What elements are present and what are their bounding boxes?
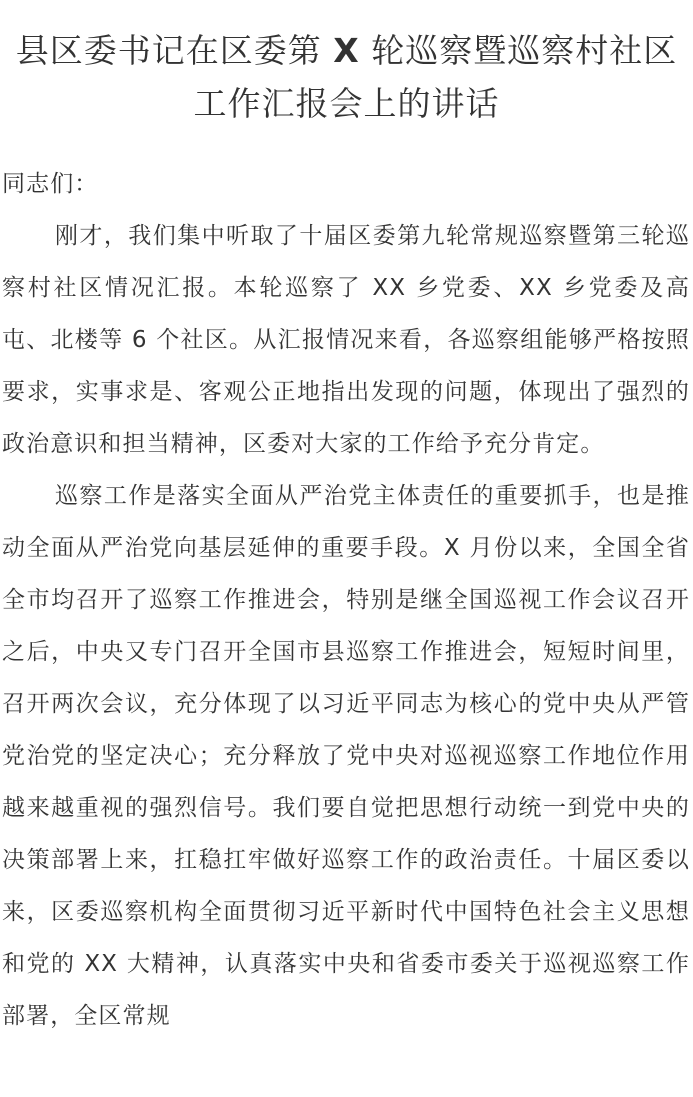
paragraph-2: 巡察工作是落实全面从严治党主体责任的重要抓手，也是推动全面从严治党向基层延伸的重要手段。X 月份以来，全国全省全市均召开了巡察工作推进会，特别是继全国巡视工作会议召开之后，中央又专门召开全国市县巡察工作推进会，短短时间里，召开两次会议，充分体现了以习近平同志为核心的党中央从严管党治党的坚定决心；充分释放了党中央对巡视巡察工作地位作用越来越重视的强烈信号。我们要自觉把思想行动统一到党中央的决策部署上来，扛稳扛牢做好巡察工作的政治责任。十届区委以来，区委巡察机构全面贯彻习近平新时代中国特色社会主义思想和党的 XX 大精神，认真落实中央和省委市委关于巡视巡察工作部署，全区常规 [2,483,690,1029]
salutation: 同志们： [2,171,99,197]
document-body [0,158,693,1042]
title-part-2: 轮巡察暨巡察村社区工作汇报会上的讲话 [193,31,678,123]
title-round-mark: X [333,31,360,70]
paragraph-1: 刚才，我们集中听取了十届区委第九轮常规巡察暨第三轮巡察村社区情况汇报。本轮巡察了 XX 乡党委、XX 乡党委及高屯、北楼等 6 个社区。从汇报情况来看，各巡察组能够严格按照要求，实事求是、客观公正地指出发现的问题，体现出了强烈的政治意识和担当精神，区委对大家的工作给予充分肯定。 [2,223,690,457]
document-title [0,24,693,130]
title-part-1: 县区委书记在区委第 [15,31,334,70]
